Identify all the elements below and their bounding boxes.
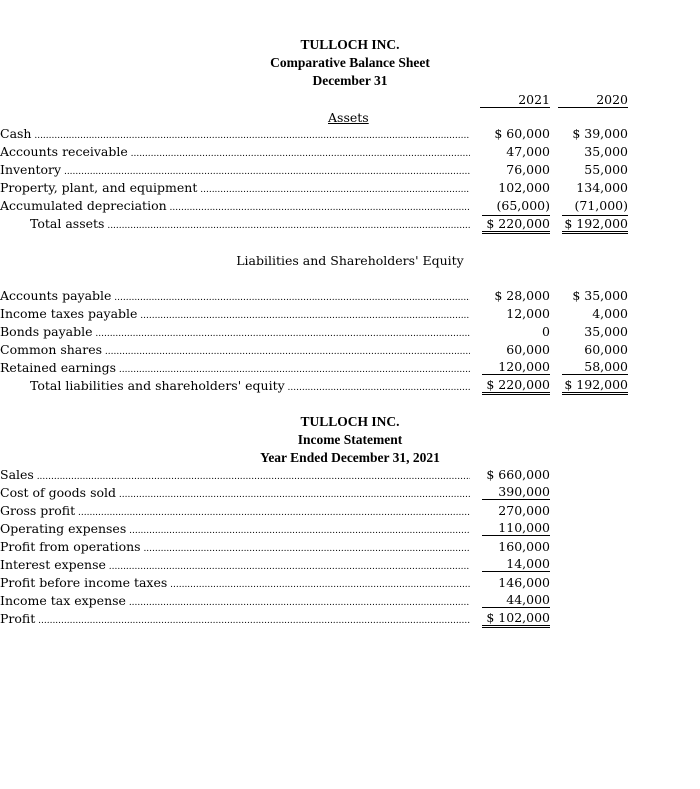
- assets-heading: Assets: [328, 110, 369, 125]
- row-label: Profit from operations .....: [0, 538, 470, 558]
- table-row: [0, 161, 700, 179]
- value-2020: 134,000: [576, 180, 628, 195]
- is-period: Year Ended December 31, 2021: [260, 450, 440, 465]
- liabilities-heading: Liabilities and Shareholders' Equity: [236, 253, 464, 268]
- row-value: 146,000: [498, 575, 550, 590]
- table-row: [0, 197, 700, 215]
- value-2020: 35,000: [584, 144, 628, 159]
- table-row: [0, 484, 700, 502]
- table-row: [0, 538, 700, 556]
- row-label: Cost of goods sold .....: [0, 484, 470, 504]
- value-2021: (65,000): [496, 198, 550, 213]
- value-2020: 55,000: [584, 162, 628, 177]
- row-value: 14,000: [482, 556, 550, 572]
- table-row: [0, 143, 700, 161]
- value-2020: $ 35,000: [572, 288, 628, 303]
- row-label: Profit before income taxes .....: [0, 574, 470, 594]
- table-row: [0, 287, 700, 305]
- value-2020: $ 39,000: [572, 126, 628, 141]
- table-row: [0, 556, 700, 574]
- value-2021: 0: [542, 324, 550, 339]
- value-2020: (71,000): [574, 198, 628, 213]
- row-label: Profit .....: [0, 610, 470, 630]
- row-value: 270,000: [498, 503, 550, 518]
- value-2021: 47,000: [506, 144, 550, 159]
- row-label: Accumulated depreciation .....: [0, 197, 470, 217]
- value-2021: $ 28,000: [494, 288, 550, 303]
- row-label: Cash .....: [0, 125, 470, 145]
- value-2021: $ 220,000: [482, 215, 550, 234]
- is-title: Income Statement: [297, 432, 403, 447]
- row-value: 110,000: [482, 520, 550, 536]
- value-2021: $ 220,000: [482, 377, 550, 395]
- value-2021: 12,000: [506, 306, 550, 321]
- table-row: [0, 520, 700, 538]
- table-row: [0, 125, 700, 143]
- table-row: [0, 502, 700, 520]
- row-label: Bonds payable .....: [0, 323, 470, 343]
- table-row-total: [0, 377, 700, 395]
- value-2021: 120,000: [482, 359, 550, 375]
- value-2020: $ 192,000: [562, 215, 628, 234]
- row-value: $ 102,000: [482, 610, 550, 628]
- row-value: 390,000: [482, 484, 550, 500]
- row-label: Accounts payable .....: [0, 287, 470, 307]
- table-row-total: [0, 610, 700, 628]
- row-label: Total assets .....: [30, 215, 470, 235]
- row-label: Inventory .....: [0, 161, 470, 181]
- table-row: [0, 592, 700, 610]
- row-label: Operating expenses .....: [0, 520, 470, 540]
- bs-title: Comparative Balance Sheet: [270, 55, 430, 70]
- table-row: [0, 466, 700, 484]
- bs-company-name: TULLOCH INC.: [300, 37, 400, 52]
- value-2020: 60,000: [584, 342, 628, 357]
- value-2021: 76,000: [506, 162, 550, 177]
- row-label: Gross profit .....: [0, 502, 470, 522]
- table-row: [0, 179, 700, 197]
- table-row: [0, 359, 700, 377]
- value-2021: 102,000: [498, 180, 550, 195]
- row-label: Income taxes payable .....: [0, 305, 470, 325]
- is-company-name: TULLOCH INC.: [300, 414, 400, 429]
- row-label: Retained earnings .....: [0, 359, 470, 379]
- table-row: [0, 323, 700, 341]
- table-row: [0, 341, 700, 359]
- row-label: Total liabilities and shareholders' equity .....: [30, 377, 470, 397]
- value-2020: $ 192,000: [562, 377, 628, 395]
- value-2021: $ 60,000: [494, 126, 550, 141]
- row-label: Sales .....: [0, 466, 470, 486]
- bs-date: December 31: [312, 73, 388, 88]
- row-label: Property, plant, and equipment .....: [0, 179, 470, 199]
- row-value: 44,000: [482, 592, 550, 608]
- col-header-2021: 2021: [480, 92, 550, 108]
- value-2020: 58,000: [562, 359, 628, 375]
- col-header-2020: 2020: [558, 92, 628, 108]
- row-label: Interest expense .....: [0, 556, 470, 576]
- value-2020: 35,000: [584, 324, 628, 339]
- value-2020: 4,000: [592, 306, 628, 321]
- value-2021: 60,000: [506, 342, 550, 357]
- row-label: Accounts receivable .....: [0, 143, 470, 163]
- table-row: [0, 574, 700, 592]
- row-value: $ 660,000: [486, 467, 550, 482]
- table-row: [0, 305, 700, 323]
- table-row-total: [0, 215, 700, 233]
- row-label: Income tax expense .....: [0, 592, 470, 612]
- row-value: 160,000: [498, 539, 550, 554]
- row-label: Common shares .....: [0, 341, 470, 361]
